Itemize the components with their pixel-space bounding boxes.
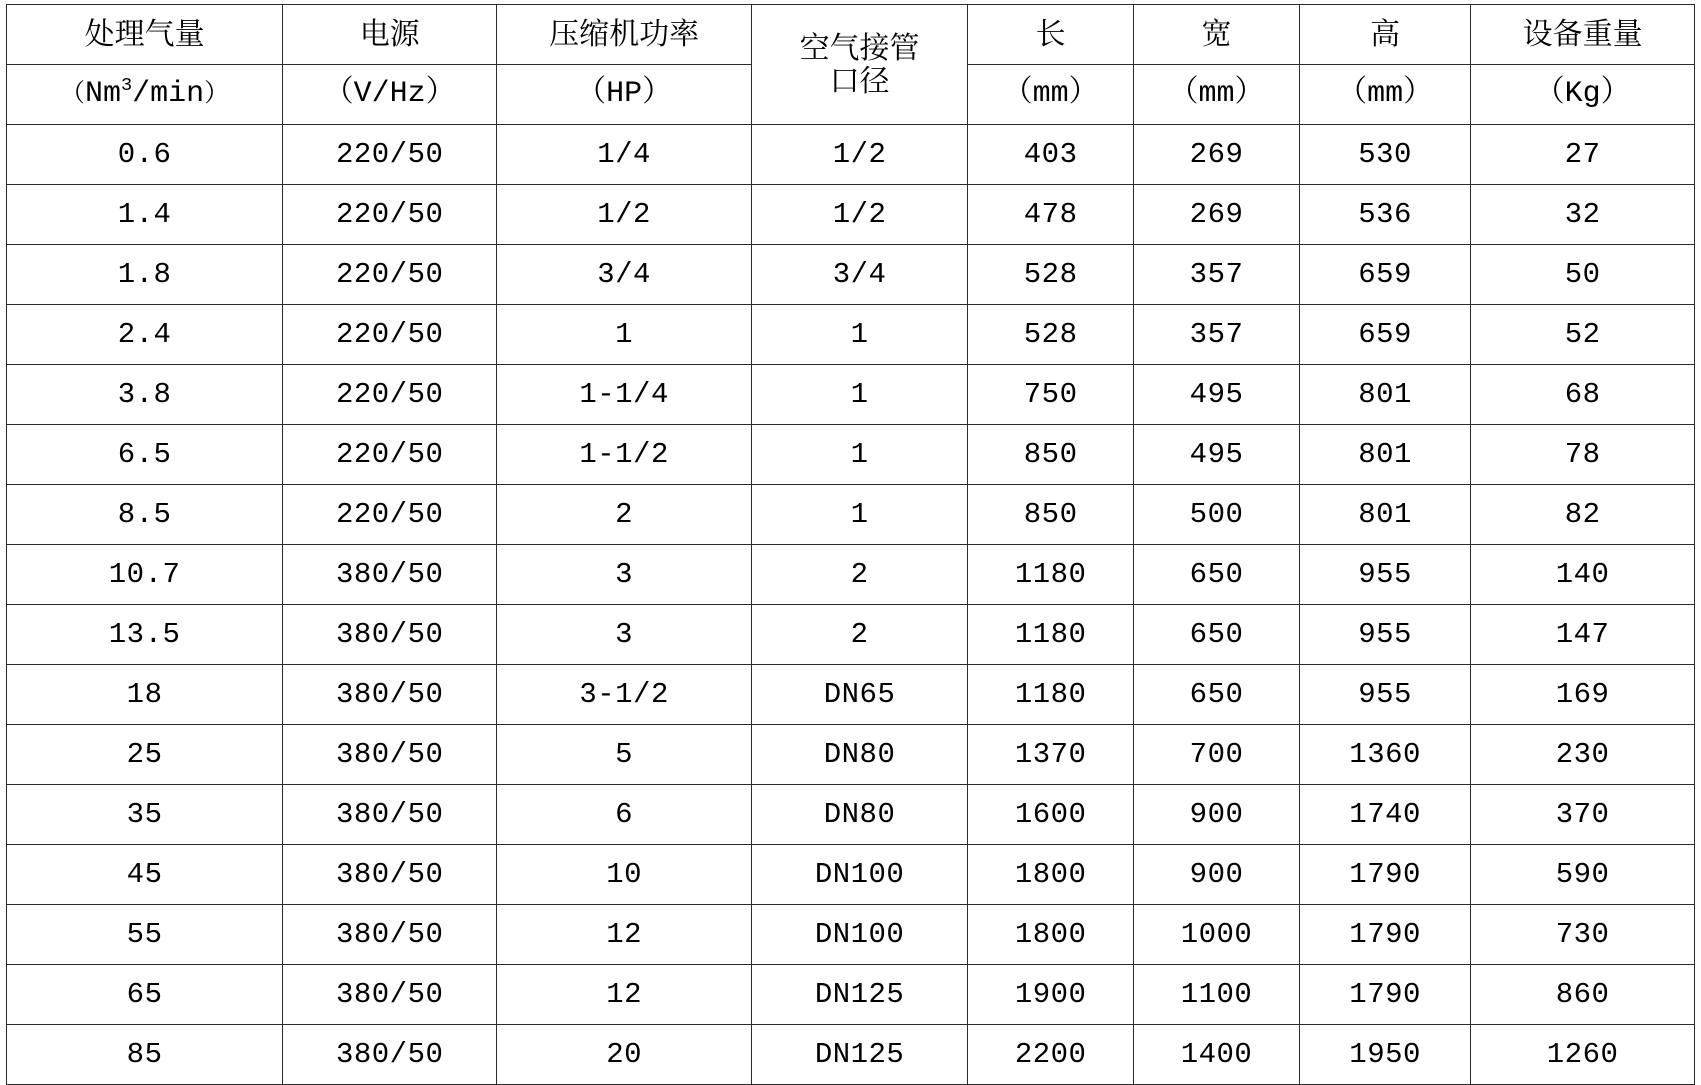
table-cell: 530	[1299, 125, 1470, 185]
table-cell: 10.7	[7, 545, 283, 605]
table-cell: 3	[497, 605, 752, 665]
column-unit-gas-volume: （Nm$^3$/min）	[7, 65, 283, 125]
table-row	[7, 845, 1695, 905]
table-cell: 1790	[1299, 965, 1470, 1025]
table-cell: 82	[1471, 485, 1695, 545]
column-unit-equipment-weight: （Kg）	[1471, 65, 1695, 125]
table-cell: 1800	[968, 845, 1134, 905]
table-cell: 900	[1134, 785, 1300, 845]
table-cell: 220/50	[283, 485, 497, 545]
table-cell: 650	[1134, 545, 1300, 605]
table-cell: 1/2	[497, 185, 752, 245]
column-header-compressor-power: 压缩机功率	[497, 5, 752, 65]
table-cell: 2	[751, 545, 967, 605]
table-cell: 380/50	[283, 665, 497, 725]
table-row	[7, 725, 1695, 785]
table-row	[7, 125, 1695, 185]
column-unit-height: （mm）	[1299, 65, 1470, 125]
table-cell: DN100	[751, 905, 967, 965]
table-cell: 1400	[1134, 1025, 1300, 1085]
table-cell: 1180	[968, 605, 1134, 665]
table-cell: 1	[751, 365, 967, 425]
air-pipe-line-2: 口径	[829, 63, 890, 99]
table-cell: 590	[1471, 845, 1695, 905]
column-header-equipment-weight: 设备重量	[1471, 5, 1695, 65]
table-cell: 380/50	[283, 785, 497, 845]
table-cell: 955	[1299, 605, 1470, 665]
table-cell: 2	[751, 605, 967, 665]
table-row	[7, 365, 1695, 425]
table-cell: 220/50	[283, 245, 497, 305]
table-cell: 220/50	[283, 305, 497, 365]
table-cell: 3-1/2	[497, 665, 752, 725]
table-cell: 1	[497, 305, 752, 365]
table-cell: 27	[1471, 125, 1695, 185]
table-cell: 3.8	[7, 365, 283, 425]
table-cell: 1-1/2	[497, 425, 752, 485]
table-cell: 1370	[968, 725, 1134, 785]
table-row	[7, 425, 1695, 485]
table-cell: 1360	[1299, 725, 1470, 785]
table-cell: 750	[968, 365, 1134, 425]
table-cell: DN80	[751, 725, 967, 785]
table-cell: 1740	[1299, 785, 1470, 845]
table-cell: 220/50	[283, 425, 497, 485]
table-cell: 1790	[1299, 845, 1470, 905]
column-unit-length: （mm）	[968, 65, 1134, 125]
table-cell: 65	[7, 965, 283, 1025]
table-cell: 13.5	[7, 605, 283, 665]
column-header-air-pipe-diameter	[751, 5, 967, 125]
table-cell: 1/2	[751, 185, 967, 245]
table-cell: 1950	[1299, 1025, 1470, 1085]
table-cell: 52	[1471, 305, 1695, 365]
table-cell: 25	[7, 725, 283, 785]
table-cell: 230	[1471, 725, 1695, 785]
table-cell: 55	[7, 905, 283, 965]
table-row	[7, 905, 1695, 965]
table-cell: 10	[497, 845, 752, 905]
table-cell: 900	[1134, 845, 1300, 905]
table-cell: 140	[1471, 545, 1695, 605]
equipment-specification-table	[6, 4, 1695, 1085]
table-cell: 220/50	[283, 185, 497, 245]
table-cell: 1900	[968, 965, 1134, 1025]
table-cell: 801	[1299, 365, 1470, 425]
table-cell: 659	[1299, 245, 1470, 305]
table-body	[7, 125, 1695, 1085]
table-cell: 12	[497, 965, 752, 1025]
table-row	[7, 1025, 1695, 1085]
table-cell: 730	[1471, 905, 1695, 965]
table-row	[7, 965, 1695, 1025]
table-cell: 1	[751, 425, 967, 485]
table-cell: 78	[1471, 425, 1695, 485]
table-row	[7, 605, 1695, 665]
table-cell: 2200	[968, 1025, 1134, 1085]
table-cell: 3/4	[751, 245, 967, 305]
table-cell: 650	[1134, 665, 1300, 725]
table-row	[7, 485, 1695, 545]
table-cell: 700	[1134, 725, 1300, 785]
table-header	[7, 5, 1695, 125]
table-cell: 269	[1134, 185, 1300, 245]
table-cell: 380/50	[283, 1025, 497, 1085]
table-cell: 1/4	[497, 125, 752, 185]
table-cell: 45	[7, 845, 283, 905]
table-cell: 1600	[968, 785, 1134, 845]
table-cell: 1180	[968, 665, 1134, 725]
table-cell: 528	[968, 305, 1134, 365]
table-cell: 495	[1134, 365, 1300, 425]
table-cell: 3	[497, 545, 752, 605]
table-cell: 380/50	[283, 845, 497, 905]
table-cell: DN125	[751, 965, 967, 1025]
table-cell: 850	[968, 425, 1134, 485]
table-cell: 1	[751, 485, 967, 545]
column-header-power-supply: 电源	[283, 5, 497, 65]
table-cell: 1	[751, 305, 967, 365]
table-cell: DN125	[751, 1025, 967, 1085]
table-cell: 357	[1134, 245, 1300, 305]
table-row	[7, 245, 1695, 305]
table-cell: 801	[1299, 425, 1470, 485]
column-unit-compressor-power: （HP）	[497, 65, 752, 125]
table-cell: 1260	[1471, 1025, 1695, 1085]
table-cell: 50	[1471, 245, 1695, 305]
table-cell: 220/50	[283, 365, 497, 425]
table-cell: 659	[1299, 305, 1470, 365]
table-cell: 380/50	[283, 965, 497, 1025]
table-cell: 380/50	[283, 725, 497, 785]
table-cell: 357	[1134, 305, 1300, 365]
table-cell: 528	[968, 245, 1134, 305]
table-cell: DN100	[751, 845, 967, 905]
table-cell: 5	[497, 725, 752, 785]
table-cell: 0.6	[7, 125, 283, 185]
table-cell: 32	[1471, 185, 1695, 245]
table-row	[7, 545, 1695, 605]
table-cell: 478	[968, 185, 1134, 245]
table-cell: 1.4	[7, 185, 283, 245]
table-cell: 8.5	[7, 485, 283, 545]
table-cell: 1800	[968, 905, 1134, 965]
table-cell: 85	[7, 1025, 283, 1085]
column-unit-width: （mm）	[1134, 65, 1300, 125]
column-header-length: 长	[968, 5, 1134, 65]
table-cell: 1-1/4	[497, 365, 752, 425]
table-cell: 380/50	[283, 905, 497, 965]
table-cell: 35	[7, 785, 283, 845]
table-cell: 955	[1299, 545, 1470, 605]
table-cell: 1790	[1299, 905, 1470, 965]
table-cell: 650	[1134, 605, 1300, 665]
table-row	[7, 665, 1695, 725]
table-cell: 2	[497, 485, 752, 545]
table-cell: 1100	[1134, 965, 1300, 1025]
column-header-width: 宽	[1134, 5, 1300, 65]
table-cell: DN65	[751, 665, 967, 725]
table-cell: 1.8	[7, 245, 283, 305]
table-cell: 6	[497, 785, 752, 845]
column-unit-power-supply: （V/Hz）	[283, 65, 497, 125]
table-cell: 169	[1471, 665, 1695, 725]
table-row	[7, 305, 1695, 365]
table-cell: 1000	[1134, 905, 1300, 965]
table-cell: 12	[497, 905, 752, 965]
column-header-height: 高	[1299, 5, 1470, 65]
air-pipe-line-1: 空气接管	[799, 30, 920, 66]
table-cell: 220/50	[283, 125, 497, 185]
table-cell: 536	[1299, 185, 1470, 245]
table-cell: 18	[7, 665, 283, 725]
table-cell: 20	[497, 1025, 752, 1085]
table-cell: 495	[1134, 425, 1300, 485]
table-cell: 370	[1471, 785, 1695, 845]
table-cell: 955	[1299, 665, 1470, 725]
table-cell: DN80	[751, 785, 967, 845]
table-cell: 2.4	[7, 305, 283, 365]
table-cell: 269	[1134, 125, 1300, 185]
table-cell: 850	[968, 485, 1134, 545]
table-cell: 380/50	[283, 545, 497, 605]
column-header-gas-volume: 处理气量	[7, 5, 283, 65]
table-cell: 6.5	[7, 425, 283, 485]
table-row	[7, 185, 1695, 245]
table-cell: 3/4	[497, 245, 752, 305]
table-cell: 1180	[968, 545, 1134, 605]
table-cell: 1/2	[751, 125, 967, 185]
table-cell: 801	[1299, 485, 1470, 545]
table-cell: 147	[1471, 605, 1695, 665]
table-cell: 403	[968, 125, 1134, 185]
table-row	[7, 785, 1695, 845]
header-row-title	[7, 5, 1695, 65]
table-cell: 860	[1471, 965, 1695, 1025]
table-cell: 380/50	[283, 605, 497, 665]
table-cell: 500	[1134, 485, 1300, 545]
table-cell: 68	[1471, 365, 1695, 425]
